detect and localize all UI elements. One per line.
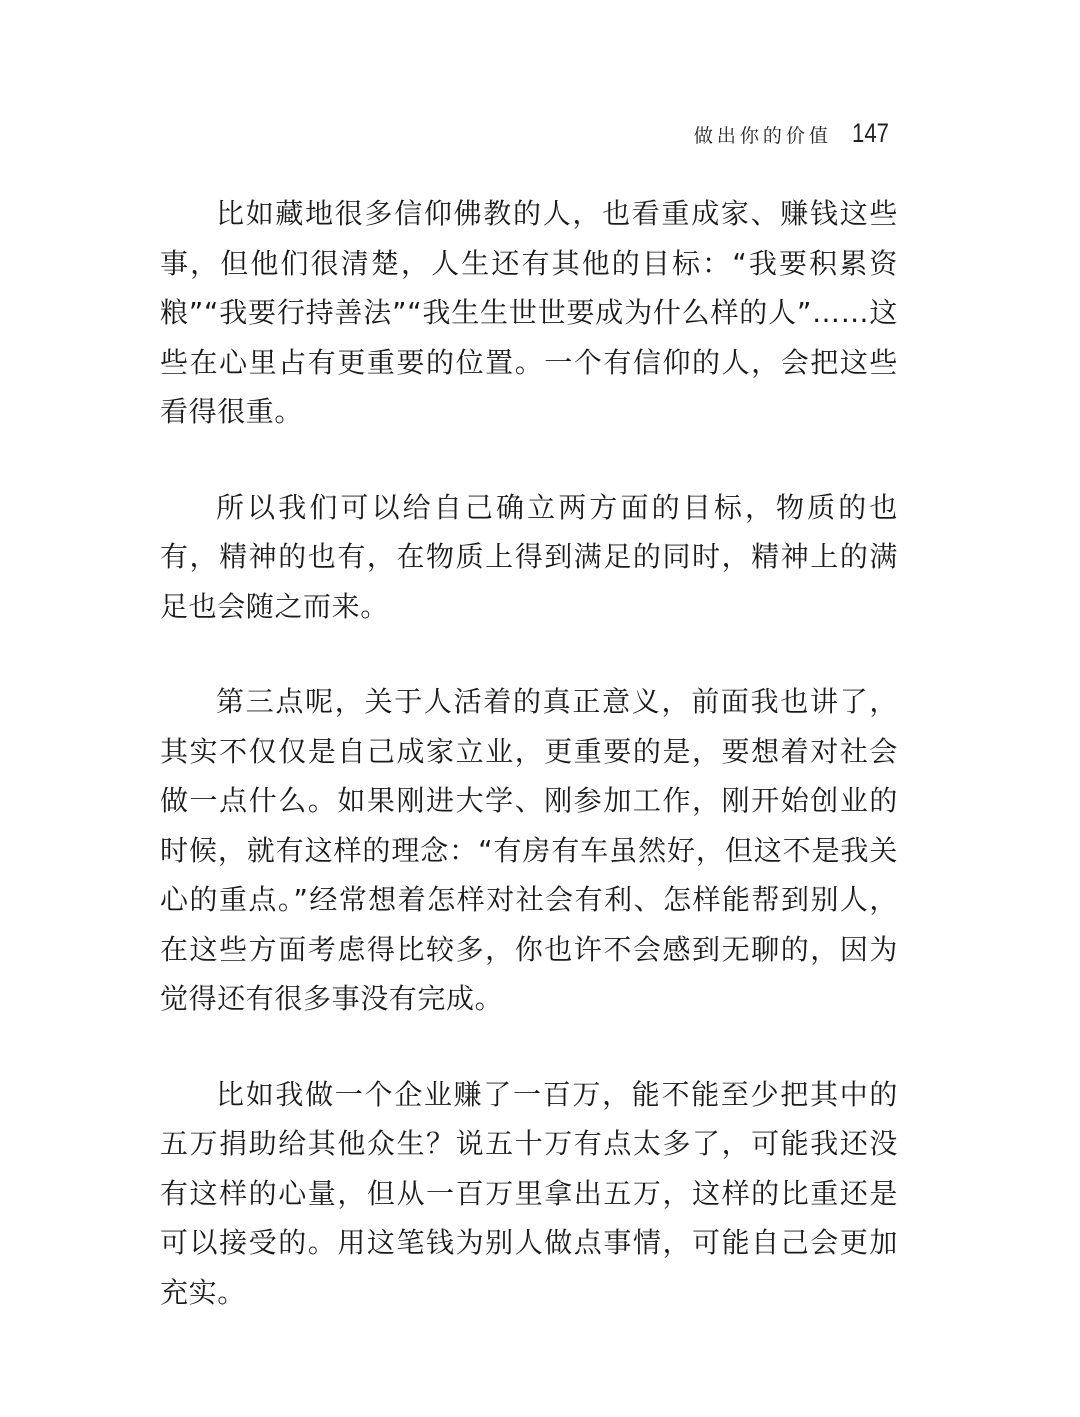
- chapter-title: 做出你的价值: [693, 125, 832, 147]
- paragraph: 比如我做一个企业赚了一百万，能不能至少把其中的五万捐助给其他众生？说五十万有点太多了，可能我还没有这样的心量，但从一百万里拿出五万，这样的比重还是可以接受的。用这笔钱为别人做点事情，可能自己会更加充实。: [160, 1077, 898, 1309]
- paragraph: 所以我们可以给自己确立两方面的目标，物质的也有，精神的也有，在物质上得到满足的同时，精神上的满足也会随之而来。: [160, 490, 898, 623]
- page-number: 147: [851, 118, 889, 148]
- running-header: [694, 118, 897, 149]
- paragraph: 第三点呢，关于人活着的真正意义，前面我也讲了，其实不仅仅是自己成家立业，更重要的是，要想着对社会做一点什么。如果刚进大学、刚参加工作，刚开始创业的时候，就有这样的理念：“有房有车虽然好，但这不是我关心的重点。”经常想着怎样对社会有利、怎样能帮到别人，在这些方面考虑得比较多，你也许不会感到无聊的，因为觉得还有很多事没有完成。: [160, 685, 898, 1015]
- paragraph: 比如藏地很多信仰佛教的人，也看重成家、赚钱这些事，但他们很清楚，人生还有其他的目标：“我要积累资粮”“我要行持善法”“我生生世世要成为什么样的人”……这些在心里占有更重要的位置。一个有信仰的人，会把这些看得很重。: [160, 197, 898, 428]
- body-text: [160, 189, 898, 1363]
